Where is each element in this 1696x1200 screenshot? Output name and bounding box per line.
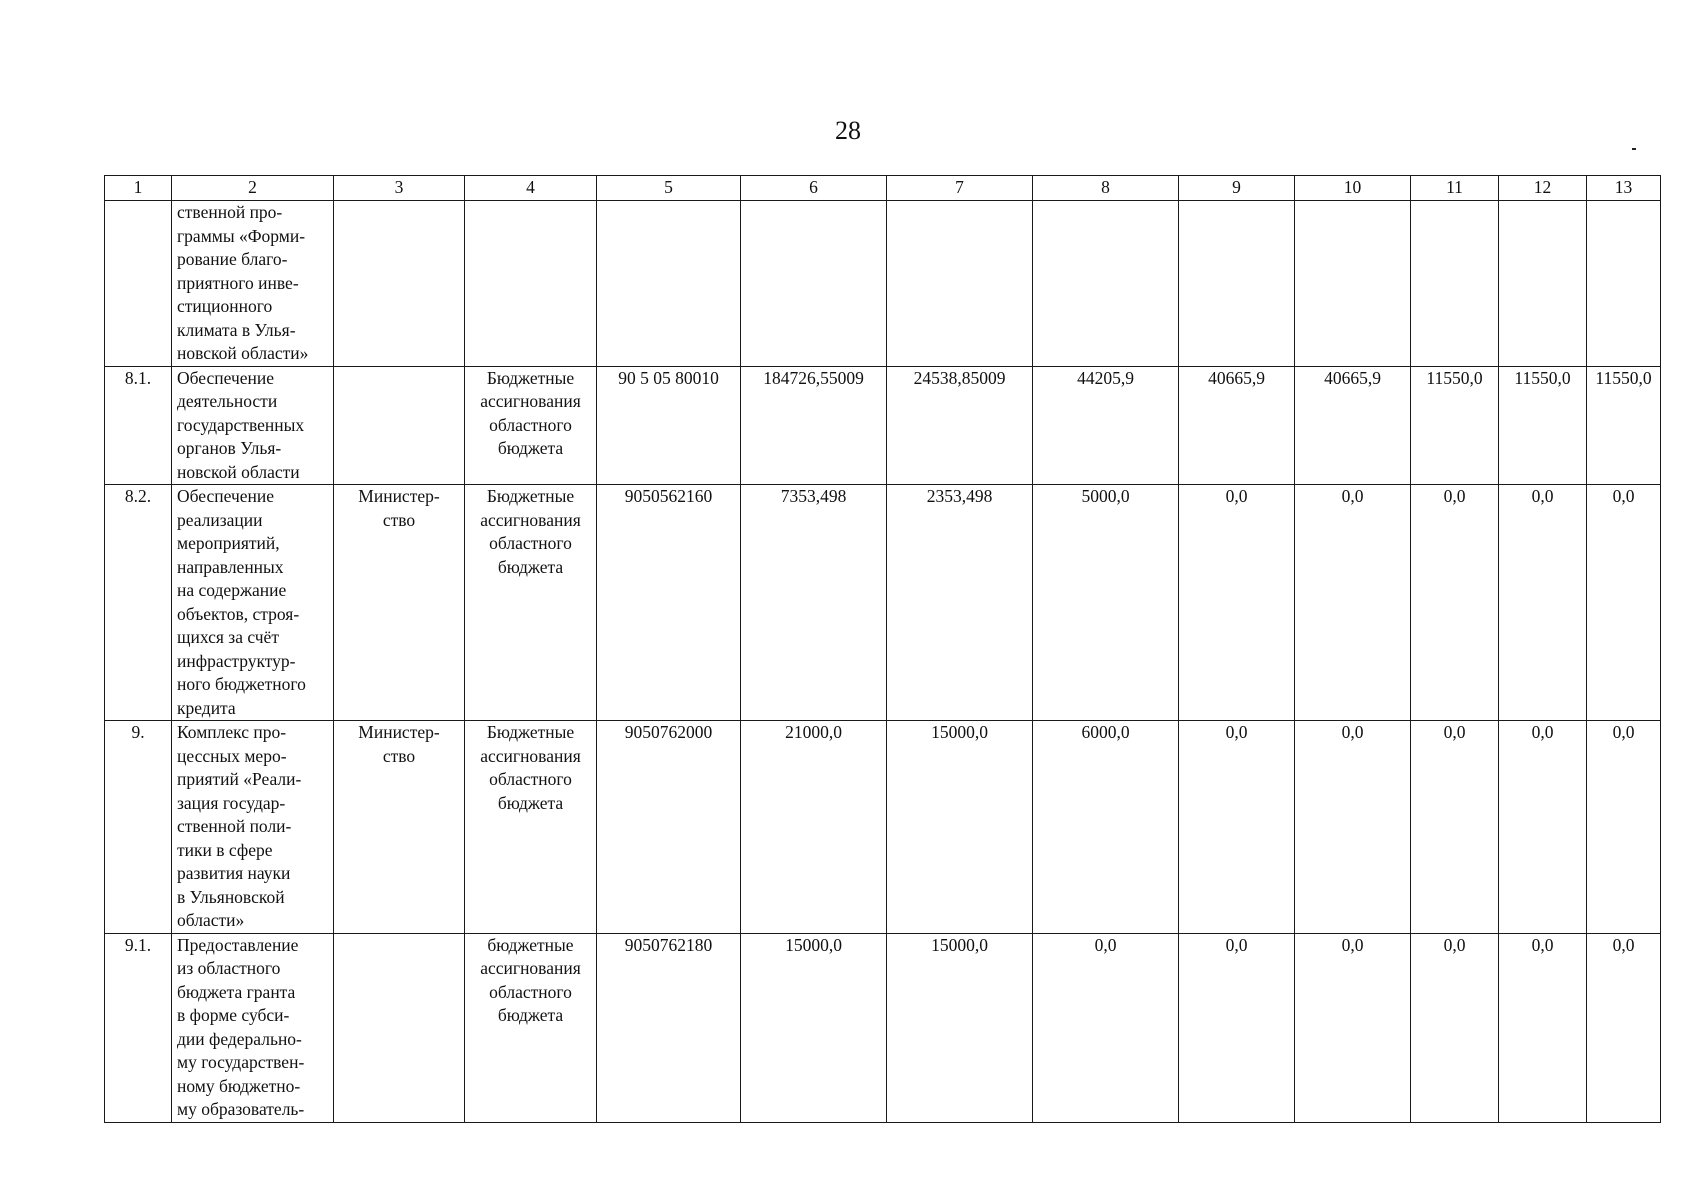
header-cell: 4	[465, 176, 597, 201]
header-cell: 8	[1033, 176, 1179, 201]
amount-cell	[887, 201, 1033, 367]
cell-line: бюджета гранта	[177, 981, 296, 1002]
header-cell: 5	[597, 176, 741, 201]
amount-cell: 7353,498	[741, 485, 887, 721]
responsible-cell	[334, 485, 465, 721]
cell-line: ассигнования	[480, 391, 581, 411]
cell-line: зация государ-	[177, 792, 286, 813]
cell-line: развития науки	[177, 863, 291, 883]
table-row	[105, 721, 1661, 934]
amount-cell	[1411, 201, 1499, 367]
cell-line: областного	[489, 981, 572, 1002]
amount-cell: 0,0	[1587, 721, 1661, 934]
cell-line: Комплекс про-	[177, 722, 287, 742]
amount-cell: 11550,0	[1499, 366, 1587, 485]
budget-code-cell: 9050562160	[597, 485, 741, 721]
cell-line: Министер-	[358, 486, 440, 506]
amount-cell: 40665,9	[1179, 366, 1295, 485]
cell-line: ного бюджетного	[177, 674, 306, 694]
amount-cell: 21000,0	[741, 721, 887, 934]
cell-line: на содержание	[177, 580, 287, 600]
amount-cell: 2353,498	[887, 485, 1033, 721]
header-cell: 6	[741, 176, 887, 201]
amount-cell: 0,0	[1411, 485, 1499, 721]
row-number-cell: 8.1.	[105, 366, 172, 485]
responsible-cell	[334, 201, 465, 367]
amount-cell: 0,0	[1295, 933, 1411, 1122]
cell-line: из областного	[177, 958, 281, 978]
amount-cell	[1295, 201, 1411, 367]
amount-cell: 11550,0	[1411, 366, 1499, 485]
cell-line: му государствен-	[177, 1052, 305, 1072]
cell-line: климата в Улья-	[177, 319, 296, 340]
cell-line: инфраструктур-	[177, 650, 296, 671]
amount-cell: 15000,0	[741, 933, 887, 1122]
cell-line: Обеспечение	[177, 486, 275, 506]
row-name-cell	[172, 933, 334, 1122]
amount-cell: 24538,85009	[887, 366, 1033, 485]
cell-line: ственной про-	[177, 202, 283, 222]
amount-cell: 184726,55009	[741, 366, 887, 485]
amount-cell: 0,0	[1295, 485, 1411, 721]
row-number-cell: 9.1.	[105, 933, 172, 1122]
table-row	[105, 933, 1661, 1122]
table-row	[105, 485, 1661, 721]
scan-mark	[1632, 148, 1636, 150]
amount-cell: 0,0	[1411, 721, 1499, 934]
cell-line: Бюджетные	[486, 367, 575, 388]
header-cell: 3	[334, 176, 465, 201]
funding-source-cell	[465, 721, 597, 934]
amount-cell: 0,0	[1411, 933, 1499, 1122]
amount-cell: 0,0	[1295, 721, 1411, 934]
row-name-cell	[172, 485, 334, 721]
amount-cell: 0,0	[1499, 485, 1587, 721]
header-cell: 2	[172, 176, 334, 201]
amount-cell: 0,0	[1499, 721, 1587, 934]
row-name-cell	[172, 366, 334, 485]
cell-line: в Ульяновской	[177, 886, 285, 907]
cell-line: областного	[489, 769, 572, 789]
amount-cell	[1587, 201, 1661, 367]
cell-line: кредита	[177, 697, 236, 718]
cell-line: ассигнования	[480, 958, 581, 978]
cell-line: граммы «Форми-	[177, 225, 306, 246]
cell-line: направленных	[177, 556, 284, 577]
funding-source-cell	[465, 366, 597, 485]
amount-cell: 0,0	[1587, 933, 1661, 1122]
amount-cell: 0,0	[1587, 485, 1661, 721]
row-name-cell	[172, 721, 334, 934]
table-row	[105, 366, 1661, 485]
cell-line: Бюджетные	[486, 486, 575, 506]
cell-line: в форме субси-	[177, 1005, 290, 1025]
funding-source-cell	[465, 485, 597, 721]
cell-line: Обеспечение	[177, 367, 275, 388]
row-number-cell: 8.2.	[105, 485, 172, 721]
amount-cell: 0,0	[1499, 933, 1587, 1122]
row-number-cell	[105, 201, 172, 367]
budget-code-cell	[597, 201, 741, 367]
header-cell: 13	[1587, 176, 1661, 201]
row-name-cell	[172, 201, 334, 367]
header-cell: 11	[1411, 176, 1499, 201]
amount-cell: 11550,0	[1587, 366, 1661, 485]
cell-line: новской области»	[177, 343, 309, 363]
table-header-row	[105, 176, 1661, 201]
header-cell: 1	[105, 176, 172, 201]
table-row	[105, 201, 1661, 367]
cell-line: бюджета	[497, 1005, 564, 1025]
row-number-cell: 9.	[105, 721, 172, 934]
cell-line: приятий «Реали-	[177, 769, 302, 789]
cell-line: рование благо-	[177, 249, 288, 269]
cell-line: реализации	[177, 509, 263, 530]
cell-line: новской области	[177, 461, 300, 482]
amount-cell: 6000,0	[1033, 721, 1179, 934]
header-cell: 7	[887, 176, 1033, 201]
amount-cell: 15000,0	[887, 721, 1033, 934]
page-number: 28	[835, 116, 861, 145]
cell-line: Бюджетные	[486, 722, 575, 742]
cell-line: бюджета	[497, 438, 564, 458]
financing-table	[104, 175, 1661, 1123]
header-cell: 9	[1179, 176, 1295, 201]
cell-line: му образователь-	[177, 1099, 305, 1119]
funding-source-cell	[465, 201, 597, 367]
cell-line: бюджета	[497, 792, 564, 813]
cell-line: бюджетные	[487, 934, 574, 955]
cell-line: тики в сфере	[177, 839, 273, 860]
cell-line: стиционного	[177, 296, 273, 316]
cell-line: областного	[489, 414, 572, 435]
cell-line: Предоставление	[177, 934, 299, 955]
cell-line: ственной поли-	[177, 816, 292, 836]
amount-cell: 44205,9	[1033, 366, 1179, 485]
amount-cell: 40665,9	[1295, 366, 1411, 485]
cell-line: дии федерально-	[177, 1028, 302, 1049]
amount-cell	[1179, 201, 1295, 367]
amount-cell: 0,0	[1179, 485, 1295, 721]
amount-cell: 15000,0	[887, 933, 1033, 1122]
header-cell: 12	[1499, 176, 1587, 201]
cell-line: государственных	[177, 414, 305, 435]
responsible-cell	[334, 366, 465, 485]
amount-cell	[1033, 201, 1179, 367]
cell-line: щихся за счёт	[177, 627, 279, 647]
cell-line: мероприятий,	[177, 533, 280, 553]
cell-line: бюджета	[497, 556, 564, 577]
cell-line: приятного инве-	[177, 272, 299, 293]
cell-line: ному бюджетно-	[177, 1075, 301, 1096]
cell-line: объектов, строя-	[177, 603, 300, 624]
cell-line: деятельности	[177, 391, 278, 411]
amount-cell: 0,0	[1179, 721, 1295, 934]
cell-line: области»	[177, 910, 245, 930]
header-cell: 10	[1295, 176, 1411, 201]
amount-cell	[741, 201, 887, 367]
amount-cell: 0,0	[1033, 933, 1179, 1122]
cell-line: ство	[382, 745, 416, 766]
cell-line: ассигнования	[480, 509, 581, 530]
amount-cell: 0,0	[1179, 933, 1295, 1122]
responsible-cell	[334, 721, 465, 934]
budget-code-cell: 90 5 05 80010	[597, 366, 741, 485]
amount-cell: 5000,0	[1033, 485, 1179, 721]
cell-line: ассигнования	[480, 745, 581, 766]
amount-cell	[1499, 201, 1587, 367]
cell-line: органов Улья-	[177, 438, 282, 458]
cell-line: Министер-	[358, 722, 440, 742]
cell-line: областного	[489, 533, 572, 553]
budget-code-cell: 9050762180	[597, 933, 741, 1122]
cell-line: ство	[382, 509, 416, 530]
cell-line: цессных меро-	[177, 745, 287, 766]
funding-source-cell	[465, 933, 597, 1122]
budget-code-cell: 9050762000	[597, 721, 741, 934]
responsible-cell	[334, 933, 465, 1122]
